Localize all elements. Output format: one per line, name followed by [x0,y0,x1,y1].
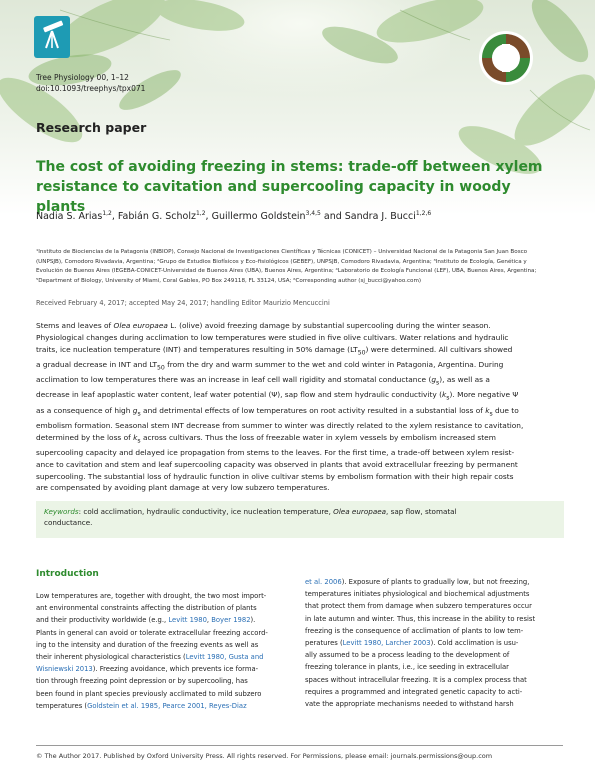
abstract-line: a gradual decrease in INT and $LT_{50}$ from the dry and warm summer to the wet and cold winter in Patagonia, Argentina. During [36,359,504,372]
title-line: resistance to cavitation and supercooling capacity in woody plants [36,179,511,215]
author-affiliation-marker: 3,4,5 [305,210,321,217]
publisher-emblem [478,30,534,86]
author-list [36,210,431,222]
affiliation-line: ⁵Department of Biology, University of Miami, Coral Gables, PO Box 249118, FL 33124, USA; ⁶Corresponding author (sj_bucci@yahoo.com) [36,277,422,284]
keywords-label: Keywords [44,507,79,516]
author-affiliation-marker: 1,2,6 [415,210,432,217]
author-affiliation-marker: 1,2 [195,210,206,217]
author-affiliation-marker: 1,2 [102,210,112,217]
author-name: Sandra J. Bucci [344,211,416,223]
affiliation-line: ¹Instituto de Biociencias de la Patagonia (INBIOP), Consejo Nacional de Investigaciones Científicas y Técnicas (CONICET) – Universidad Nacional de la Patagonia San Juan Bosco [36,249,528,255]
abstract-line: acclimation to low temperatures there was an increase in leaf cell wall rigidity and stomatal conductance $(g_s)$, as well as a [36,375,490,387]
journal-logo [34,16,70,58]
abstract-line: embolism formation. Seasonal stem INT decrease from summer to winter was directly related to the xylem resistance to cavitation, [36,420,524,430]
body-column-right: et al. 2006). Exposure of plants to gradually low, but not freezing, temperatures initiates physiological and biochemical adjustments that protect them from damage when subzero temperatures occur in late autumn and winter. Thus, this increase in the ability to resist freezing is the consequence of acclimation of plants to low tem- peratures (Levitt 1980, Larcher 2003). Cold acclimation is usu- ally assumed to be a process leading to the development of freezing tolerance in plants, i.e., ice seeding in extracellular spaces without intracellular freezing. It is a complex process that requires a programmed and integrated genetic capacity to acti- vate the appropriate mechanisms needed to withstand harsh [305,578,536,709]
title-line: The cost of avoiding freezing in stems: trade-off between xylem [36,159,543,175]
abstract-line: traits, ice nucleation temperature (INT) and temperatures resulting in 50% damage $(LT_{50})$ were determined. All cultivars showed [36,344,513,357]
author-name: Nadia S. Arias [36,211,103,223]
author-separator: , [205,211,212,223]
journal-doi: doi:10.1093/treephys/tpx071 [36,84,146,93]
abstract [36,320,563,494]
abstract-line: Physiological changes during acclimation to low temperatures were studied in five olive cultivars. Water relations and hydraulic [36,332,509,342]
citation-link[interactable]: et al. 2006 [305,578,342,586]
affiliations [36,248,564,286]
author-name: Fabián G. Scholz [117,211,196,223]
abstract-line: supercooling. The substantial loss of hydraulic function in olive cultivar stems by embolism formation with their high repair costs [36,471,514,481]
telescope-icon [34,16,70,58]
citation-link[interactable]: Boyer 1982 [211,616,251,625]
copyright-footer: © The Author 2017. Published by Oxford University Press. All rights reserved. For Permissions, please email: journals.permissions@oup.com [36,752,493,760]
abstract-line: supercooling capacity and delayed ice propagation from stems to the leaves. For the first time, a trade-off between xylem resist- [36,447,515,457]
article-title [36,157,556,217]
keywords-line: Keywords: cold acclimation, hydraulic conductivity, ice nucleation temperature, Olea europaea, sap flow, stomatal [44,507,457,516]
footer-divider [36,745,563,746]
abstract-line: as a consequence of high $g_s$ and detrimental effects of low temperatures on root activity resulted in a substantial loss of $k_s$ due to [36,405,519,418]
citation-link[interactable]: Levitt 1980, Gusta and [185,653,264,662]
keywords-line: conductance. [44,518,93,527]
affiliation-line: (UNPSJB), Comodoro Rivadavia, Argentina; ²Grupo de Estudios Biofísicos y Eco-fisiológicos (GEBEF), UNPSJB, Comodoro Rivadavia, Argentina; ³Instituto de Ecología, Genética y [36,258,527,265]
abstract-line: determined by the loss of $k_s$ across cultivars. Thus the loss of freezable water in xylem vessels by embolism increased stem [36,432,496,445]
article-type-label: Research paper [36,120,147,135]
section-heading-introduction: Introduction [36,569,99,579]
keywords-box [36,501,564,538]
body-column-left: Low temperatures are, together with drought, the two most import- ant environmental constraints affecting the distribution of plants and their productivity worldwide (e.g., Levitt 1980, Boyer 1982). Plants in general can avoid or tolerate extracellular freezing accord- ing to the intensity and duration of the freezing events as well as their inherent physiological characteristics (Levitt 1980, Gusta and Wisniewski 2013). Freezing avoidance, which prevents ice forma- tion through freezing point depression or by supercooling, has been found in plant species previously acclimated to mild subzero temperatures (Goldstein et al. 1985, Pearce 2001, Reyes-Diaz [36,592,268,710]
journal-citation: Tree Physiology 00, 1–12 [36,73,129,82]
author-separator: and [320,211,345,223]
abstract-line: Stems and leaves of Olea europaea L. (olive) avoid freezing damage by substantial supercooling during the winter season. [36,321,491,330]
author-name: Guillermo Goldstein [211,211,306,223]
affiliation-line: Evolución de Buenos Aires (IEGEBA-CONICET-Universidad de Buenos Aires (UBA), Buenos Aires, Argentina; ⁴Laboratorio de Ecología Funcional (LEF), UBA, Buenos Aires, Argentina; [36,268,537,275]
article-dates: Received February 4, 2017; accepted May 24, 2017; handling Editor Maurizio Mencuccini [36,299,330,307]
citation-link[interactable]: Goldstein et al. 1985, Pearce 2001, Reyes-Diaz [87,701,247,710]
citation-link[interactable]: Levitt 1980, Larcher 2003 [342,639,431,648]
citation-link[interactable]: Levitt 1980 [168,616,207,625]
tree-emblem-icon [478,30,534,86]
abstract-line: ance to cavitation and stem and leaf supercooling capacity was observed in plants that avoid extracellular freezing by permanent [36,459,518,469]
abstract-line: are compensated by avoiding plant damage at very low subzero temperatures. [36,483,330,493]
citation-link[interactable]: Wisniewski 2013 [36,665,93,674]
author-separator: , [111,211,118,223]
abstract-line: decrease in leaf apoplastic water content, leaf water potential (Ψ), sap flow and stem hydraulic conductivity $(k_s)$. More negative Ψ [36,390,519,402]
